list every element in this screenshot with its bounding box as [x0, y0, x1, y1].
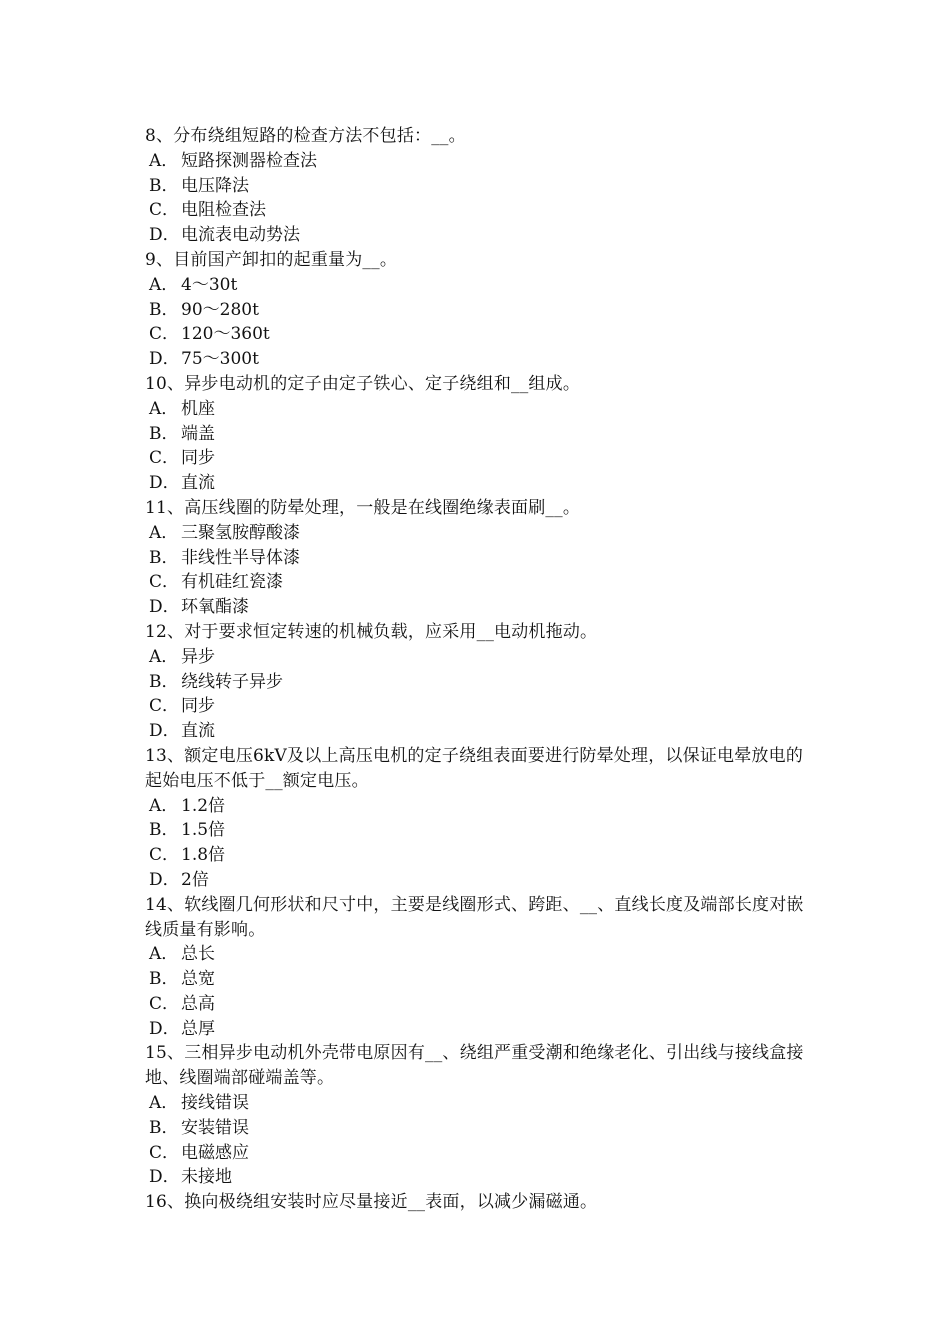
option-a: [145, 794, 810, 819]
option-a: [145, 273, 810, 298]
option-text: 电压降法: [181, 175, 249, 196]
option-letter: A．: [149, 646, 179, 667]
option-text: 4～30t: [181, 274, 238, 295]
option-a: [145, 397, 810, 422]
option-d: [145, 595, 810, 620]
document-page: [145, 124, 810, 1215]
option-text: 1.2倍: [181, 795, 226, 816]
option-text: 异步: [181, 646, 215, 667]
question-11: [145, 496, 810, 620]
option-letter: D．: [149, 721, 180, 742]
option-letter: B．: [149, 299, 179, 320]
question-text: 10、异步电动机的定子由定子铁心、定子绕组和__组成。: [145, 373, 581, 394]
option-text: 电流表电动势法: [181, 225, 300, 246]
option-letter: B．: [149, 671, 179, 692]
option-letter: C．: [149, 696, 180, 717]
option-c: [145, 446, 810, 471]
option-a: [145, 942, 810, 967]
question-text: 13、额定电压6kV及以上高压电机的定子绕组表面要进行防晕处理，以保证电晕放电的起始电压不低于__额定电压。: [145, 745, 804, 791]
option-text: 1.8倍: [181, 845, 226, 866]
option-letter: A．: [149, 150, 179, 171]
option-letter: A．: [149, 274, 179, 295]
option-text: 同步: [181, 448, 215, 469]
option-letter: B．: [149, 547, 179, 568]
option-letter: B．: [149, 423, 179, 444]
option-letter: A．: [149, 1093, 179, 1114]
option-d: [145, 1165, 810, 1190]
option-c: [145, 322, 810, 347]
option-letter: D．: [149, 1018, 180, 1039]
option-letter: C．: [149, 200, 180, 221]
question-9: [145, 248, 810, 372]
question-text: 16、换向极绕组安装时应尽量接近__表面，以减少漏磁通。: [145, 1192, 598, 1213]
option-b: [145, 174, 810, 199]
option-text: 未接地: [181, 1167, 232, 1188]
option-text: 2倍: [181, 869, 209, 890]
option-b: [145, 670, 810, 695]
option-c: [145, 694, 810, 719]
question-text: 12、对于要求恒定转速的机械负载，应采用__电动机拖动。: [145, 621, 598, 642]
option-text: 75～300t: [181, 349, 259, 370]
option-letter: C．: [149, 448, 180, 469]
option-b: [145, 546, 810, 571]
option-c: [145, 843, 810, 868]
question-13: [145, 744, 810, 893]
option-a: [145, 149, 810, 174]
question-text: 11、高压线圈的防晕处理，一般是在线圈绝缘表面刷__。: [145, 497, 581, 518]
option-letter: A．: [149, 795, 179, 816]
option-d: [145, 719, 810, 744]
option-a: [145, 645, 810, 670]
option-text: 端盖: [181, 423, 215, 444]
option-text: 非线性半导体漆: [181, 547, 300, 568]
option-d: [145, 347, 810, 372]
option-text: 安装错误: [181, 1117, 249, 1138]
option-d: [145, 471, 810, 496]
question-15: [145, 1041, 810, 1190]
option-text: 环氧酯漆: [181, 597, 249, 618]
option-c: [145, 198, 810, 223]
option-letter: A．: [149, 944, 179, 965]
option-text: 90～280t: [181, 299, 259, 320]
option-b: [145, 298, 810, 323]
option-text: 接线错误: [181, 1093, 249, 1114]
question-8: [145, 124, 810, 248]
option-a: [145, 1091, 810, 1116]
option-text: 电阻检查法: [181, 200, 266, 221]
option-letter: B．: [149, 175, 179, 196]
option-letter: C．: [149, 324, 180, 345]
option-letter: D．: [149, 349, 180, 370]
option-text: 短路探测器检查法: [181, 150, 317, 171]
option-letter: C．: [149, 845, 180, 866]
option-d: [145, 868, 810, 893]
option-text: 有机硅红瓷漆: [181, 572, 283, 593]
option-text: 总高: [181, 993, 215, 1014]
option-letter: B．: [149, 969, 179, 990]
option-b: [145, 967, 810, 992]
option-c: [145, 570, 810, 595]
option-text: 电磁感应: [181, 1142, 249, 1163]
option-letter: A．: [149, 522, 179, 543]
question-10: [145, 372, 810, 496]
option-text: 总宽: [181, 969, 215, 990]
option-letter: C．: [149, 572, 180, 593]
option-text: 同步: [181, 696, 215, 717]
option-letter: B．: [149, 1117, 179, 1138]
option-letter: D．: [149, 597, 180, 618]
option-letter: C．: [149, 1142, 180, 1163]
option-text: 机座: [181, 398, 215, 419]
option-letter: D．: [149, 473, 180, 494]
option-letter: A．: [149, 398, 179, 419]
option-b: [145, 818, 810, 843]
question-text: 15、三相异步电动机外壳带电原因有__、绕组严重受潮和绝缘老化、引出线与接线盒接地、线圈端部碰端盖等。: [145, 1043, 804, 1089]
option-text: 总厚: [181, 1018, 215, 1039]
question-12: [145, 620, 810, 744]
option-text: 1.5倍: [181, 820, 226, 841]
option-letter: B．: [149, 820, 179, 841]
option-a: [145, 521, 810, 546]
option-letter: D．: [149, 225, 180, 246]
option-b: [145, 1116, 810, 1141]
option-b: [145, 422, 810, 447]
option-d: [145, 1017, 810, 1042]
option-c: [145, 992, 810, 1017]
question-text: 8、分布绕组短路的检查方法不包括：__。: [145, 126, 466, 146]
option-d: [145, 223, 810, 248]
option-letter: D．: [149, 1167, 180, 1188]
option-text: 120～360t: [181, 324, 270, 345]
option-letter: D．: [149, 869, 180, 890]
question-text: 9、目前国产卸扣的起重量为__。: [145, 249, 398, 270]
option-c: [145, 1141, 810, 1166]
option-text: 绕线转子异步: [181, 671, 283, 692]
question-14: [145, 893, 810, 1042]
option-text: 直流: [181, 473, 215, 494]
option-text: 总长: [181, 944, 215, 965]
option-text: 直流: [181, 721, 215, 742]
question-16: [145, 1190, 810, 1215]
option-letter: C．: [149, 993, 180, 1014]
question-text: 14、软线圈几何形状和尺寸中，主要是线圈形式、跨距、__、直线长度及端部长度对嵌线质量有影响。: [145, 894, 804, 940]
option-text: 三聚氢胺醇酸漆: [181, 522, 300, 543]
